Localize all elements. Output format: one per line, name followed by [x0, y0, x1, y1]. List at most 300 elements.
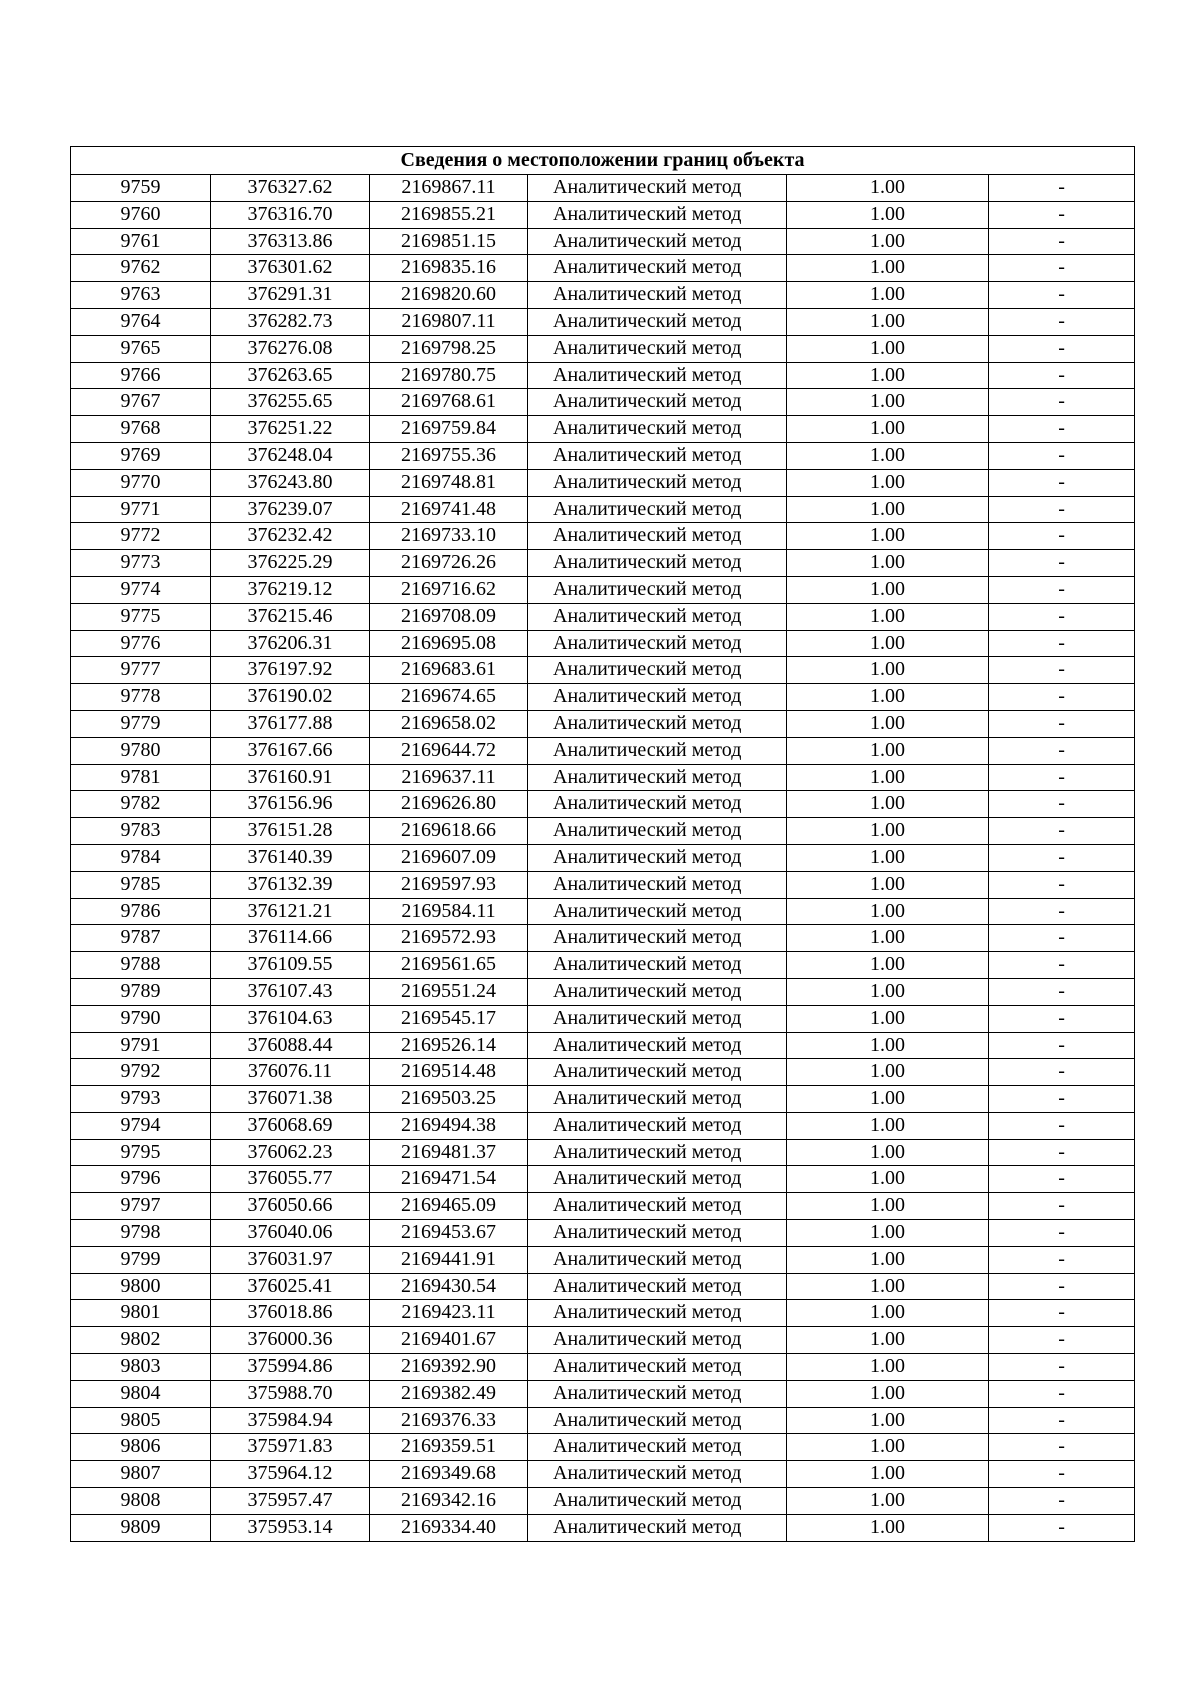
table-row	[71, 630, 1135, 657]
x-coordinate-cell: 376068.69	[211, 1112, 370, 1139]
x-coordinate-cell: 376206.31	[211, 630, 370, 657]
method-cell: Аналитический метод	[528, 1514, 787, 1541]
description-cell: -	[989, 1086, 1135, 1113]
method-cell: Аналитический метод	[528, 844, 787, 871]
point-number-cell: 9789	[71, 978, 211, 1005]
table-row	[71, 818, 1135, 845]
description-cell: -	[989, 201, 1135, 228]
accuracy-cell: 1.00	[787, 925, 989, 952]
y-coordinate-cell: 2169607.09	[370, 844, 528, 871]
point-number-cell: 9773	[71, 550, 211, 577]
table-row	[71, 925, 1135, 952]
y-coordinate-cell: 2169471.54	[370, 1166, 528, 1193]
method-cell: Аналитический метод	[528, 469, 787, 496]
point-number-cell: 9776	[71, 630, 211, 657]
x-coordinate-cell: 376104.63	[211, 1005, 370, 1032]
x-coordinate-cell: 376190.02	[211, 684, 370, 711]
y-coordinate-cell: 2169683.61	[370, 657, 528, 684]
table-row	[71, 791, 1135, 818]
x-coordinate-cell: 376107.43	[211, 978, 370, 1005]
x-coordinate-cell: 376109.55	[211, 952, 370, 979]
accuracy-cell: 1.00	[787, 1380, 989, 1407]
point-number-cell: 9800	[71, 1273, 211, 1300]
accuracy-cell: 1.00	[787, 710, 989, 737]
accuracy-cell: 1.00	[787, 496, 989, 523]
method-cell: Аналитический метод	[528, 1112, 787, 1139]
y-coordinate-cell: 2169342.16	[370, 1488, 528, 1515]
method-cell: Аналитический метод	[528, 1086, 787, 1113]
method-cell: Аналитический метод	[528, 898, 787, 925]
point-number-cell: 9801	[71, 1300, 211, 1327]
method-cell: Аналитический метод	[528, 442, 787, 469]
accuracy-cell: 1.00	[787, 1193, 989, 1220]
point-number-cell: 9769	[71, 442, 211, 469]
accuracy-cell: 1.00	[787, 764, 989, 791]
accuracy-cell: 1.00	[787, 228, 989, 255]
method-cell: Аналитический метод	[528, 523, 787, 550]
method-cell: Аналитический метод	[528, 416, 787, 443]
description-cell: -	[989, 576, 1135, 603]
x-coordinate-cell: 376316.70	[211, 201, 370, 228]
x-coordinate-cell: 376040.06	[211, 1220, 370, 1247]
x-coordinate-cell: 375964.12	[211, 1461, 370, 1488]
point-number-cell: 9788	[71, 952, 211, 979]
x-coordinate-cell: 376215.46	[211, 603, 370, 630]
x-coordinate-cell: 376219.12	[211, 576, 370, 603]
description-cell: -	[989, 228, 1135, 255]
description-cell: -	[989, 442, 1135, 469]
y-coordinate-cell: 2169851.15	[370, 228, 528, 255]
y-coordinate-cell: 2169561.65	[370, 952, 528, 979]
point-number-cell: 9770	[71, 469, 211, 496]
accuracy-cell: 1.00	[787, 255, 989, 282]
y-coordinate-cell: 2169392.90	[370, 1354, 528, 1381]
method-cell: Аналитический метод	[528, 1005, 787, 1032]
accuracy-cell: 1.00	[787, 684, 989, 711]
method-cell: Аналитический метод	[528, 1380, 787, 1407]
table-row	[71, 255, 1135, 282]
table-row	[71, 335, 1135, 362]
description-cell: -	[989, 1407, 1135, 1434]
x-coordinate-cell: 376018.86	[211, 1300, 370, 1327]
y-coordinate-cell: 2169382.49	[370, 1380, 528, 1407]
x-coordinate-cell: 376025.41	[211, 1273, 370, 1300]
method-cell: Аналитический метод	[528, 201, 787, 228]
point-number-cell: 9759	[71, 175, 211, 202]
x-coordinate-cell: 376177.88	[211, 710, 370, 737]
method-cell: Аналитический метод	[528, 1220, 787, 1247]
table-row	[71, 978, 1135, 1005]
y-coordinate-cell: 2169349.68	[370, 1461, 528, 1488]
y-coordinate-cell: 2169820.60	[370, 282, 528, 309]
y-coordinate-cell: 2169359.51	[370, 1434, 528, 1461]
table-row	[71, 1380, 1135, 1407]
description-cell: -	[989, 1193, 1135, 1220]
description-cell: -	[989, 389, 1135, 416]
table-row	[71, 550, 1135, 577]
accuracy-cell: 1.00	[787, 1273, 989, 1300]
point-number-cell: 9763	[71, 282, 211, 309]
y-coordinate-cell: 2169526.14	[370, 1032, 528, 1059]
x-coordinate-cell: 376160.91	[211, 764, 370, 791]
y-coordinate-cell: 2169626.80	[370, 791, 528, 818]
table-row	[71, 469, 1135, 496]
x-coordinate-cell: 376114.66	[211, 925, 370, 952]
y-coordinate-cell: 2169465.09	[370, 1193, 528, 1220]
method-cell: Аналитический метод	[528, 496, 787, 523]
x-coordinate-cell: 376263.65	[211, 362, 370, 389]
method-cell: Аналитический метод	[528, 1488, 787, 1515]
table-row	[71, 228, 1135, 255]
y-coordinate-cell: 2169334.40	[370, 1514, 528, 1541]
description-cell: -	[989, 630, 1135, 657]
description-cell: -	[989, 362, 1135, 389]
accuracy-cell: 1.00	[787, 1059, 989, 1086]
description-cell: -	[989, 1273, 1135, 1300]
description-cell: -	[989, 898, 1135, 925]
description-cell: -	[989, 764, 1135, 791]
accuracy-cell: 1.00	[787, 1220, 989, 1247]
table-row	[71, 871, 1135, 898]
method-cell: Аналитический метод	[528, 791, 787, 818]
description-cell: -	[989, 818, 1135, 845]
description-cell: -	[989, 1112, 1135, 1139]
point-number-cell: 9787	[71, 925, 211, 952]
y-coordinate-cell: 2169637.11	[370, 764, 528, 791]
y-coordinate-cell: 2169494.38	[370, 1112, 528, 1139]
x-coordinate-cell: 375994.86	[211, 1354, 370, 1381]
x-coordinate-cell: 376248.04	[211, 442, 370, 469]
table-row	[71, 442, 1135, 469]
y-coordinate-cell: 2169716.62	[370, 576, 528, 603]
table-row	[71, 1005, 1135, 1032]
point-number-cell: 9786	[71, 898, 211, 925]
x-coordinate-cell: 375984.94	[211, 1407, 370, 1434]
point-number-cell: 9777	[71, 657, 211, 684]
y-coordinate-cell: 2169658.02	[370, 710, 528, 737]
method-cell: Аналитический метод	[528, 1193, 787, 1220]
x-coordinate-cell: 376151.28	[211, 818, 370, 845]
table-row	[71, 898, 1135, 925]
y-coordinate-cell: 2169759.84	[370, 416, 528, 443]
y-coordinate-cell: 2169401.67	[370, 1327, 528, 1354]
description-cell: -	[989, 255, 1135, 282]
method-cell: Аналитический метод	[528, 1461, 787, 1488]
table-title-row	[71, 147, 1135, 175]
x-coordinate-cell: 376000.36	[211, 1327, 370, 1354]
description-cell: -	[989, 952, 1135, 979]
table-row	[71, 1193, 1135, 1220]
y-coordinate-cell: 2169376.33	[370, 1407, 528, 1434]
method-cell: Аналитический метод	[528, 308, 787, 335]
x-coordinate-cell: 375953.14	[211, 1514, 370, 1541]
table-row	[71, 684, 1135, 711]
x-coordinate-cell: 376251.22	[211, 416, 370, 443]
description-cell: -	[989, 523, 1135, 550]
method-cell: Аналитический метод	[528, 764, 787, 791]
x-coordinate-cell: 376050.66	[211, 1193, 370, 1220]
y-coordinate-cell: 2169481.37	[370, 1139, 528, 1166]
accuracy-cell: 1.00	[787, 576, 989, 603]
description-cell: -	[989, 282, 1135, 309]
accuracy-cell: 1.00	[787, 1112, 989, 1139]
x-coordinate-cell: 376232.42	[211, 523, 370, 550]
method-cell: Аналитический метод	[528, 818, 787, 845]
x-coordinate-cell: 376313.86	[211, 228, 370, 255]
accuracy-cell: 1.00	[787, 952, 989, 979]
point-number-cell: 9767	[71, 389, 211, 416]
table-row	[71, 1166, 1135, 1193]
description-cell: -	[989, 1434, 1135, 1461]
y-coordinate-cell: 2169755.36	[370, 442, 528, 469]
table-row	[71, 952, 1135, 979]
description-cell: -	[989, 1461, 1135, 1488]
point-number-cell: 9795	[71, 1139, 211, 1166]
description-cell: -	[989, 791, 1135, 818]
x-coordinate-cell: 376140.39	[211, 844, 370, 871]
table-row	[71, 603, 1135, 630]
table-row	[71, 1220, 1135, 1247]
table-row	[71, 657, 1135, 684]
accuracy-cell: 1.00	[787, 308, 989, 335]
description-cell: -	[989, 737, 1135, 764]
description-cell: -	[989, 1139, 1135, 1166]
point-number-cell: 9790	[71, 1005, 211, 1032]
y-coordinate-cell: 2169807.11	[370, 308, 528, 335]
y-coordinate-cell: 2169644.72	[370, 737, 528, 764]
method-cell: Аналитический метод	[528, 1032, 787, 1059]
method-cell: Аналитический метод	[528, 335, 787, 362]
description-cell: -	[989, 1300, 1135, 1327]
x-coordinate-cell: 376276.08	[211, 335, 370, 362]
accuracy-cell: 1.00	[787, 737, 989, 764]
point-number-cell: 9796	[71, 1166, 211, 1193]
accuracy-cell: 1.00	[787, 1461, 989, 1488]
accuracy-cell: 1.00	[787, 201, 989, 228]
point-number-cell: 9807	[71, 1461, 211, 1488]
point-number-cell: 9784	[71, 844, 211, 871]
accuracy-cell: 1.00	[787, 1514, 989, 1541]
point-number-cell: 9792	[71, 1059, 211, 1086]
x-coordinate-cell: 376055.77	[211, 1166, 370, 1193]
x-coordinate-cell: 376121.21	[211, 898, 370, 925]
y-coordinate-cell: 2169618.66	[370, 818, 528, 845]
y-coordinate-cell: 2169798.25	[370, 335, 528, 362]
x-coordinate-cell: 376076.11	[211, 1059, 370, 1086]
description-cell: -	[989, 1166, 1135, 1193]
method-cell: Аналитический метод	[528, 389, 787, 416]
description-cell: -	[989, 335, 1135, 362]
description-cell: -	[989, 496, 1135, 523]
description-cell: -	[989, 925, 1135, 952]
accuracy-cell: 1.00	[787, 1139, 989, 1166]
method-cell: Аналитический метод	[528, 1246, 787, 1273]
x-coordinate-cell: 376071.38	[211, 1086, 370, 1113]
table-row	[71, 1246, 1135, 1273]
y-coordinate-cell: 2169453.67	[370, 1220, 528, 1247]
x-coordinate-cell: 376225.29	[211, 550, 370, 577]
point-number-cell: 9803	[71, 1354, 211, 1381]
x-coordinate-cell: 375957.47	[211, 1488, 370, 1515]
table-row	[71, 844, 1135, 871]
description-cell: -	[989, 550, 1135, 577]
y-coordinate-cell: 2169768.61	[370, 389, 528, 416]
y-coordinate-cell: 2169503.25	[370, 1086, 528, 1113]
description-cell: -	[989, 469, 1135, 496]
method-cell: Аналитический метод	[528, 1166, 787, 1193]
method-cell: Аналитический метод	[528, 1327, 787, 1354]
accuracy-cell: 1.00	[787, 1354, 989, 1381]
table-row	[71, 282, 1135, 309]
point-number-cell: 9791	[71, 1032, 211, 1059]
point-number-cell: 9780	[71, 737, 211, 764]
accuracy-cell: 1.00	[787, 1488, 989, 1515]
y-coordinate-cell: 2169780.75	[370, 362, 528, 389]
accuracy-cell: 1.00	[787, 1086, 989, 1113]
table-row	[71, 201, 1135, 228]
table-row	[71, 1059, 1135, 1086]
table-row	[71, 1354, 1135, 1381]
point-number-cell: 9781	[71, 764, 211, 791]
accuracy-cell: 1.00	[787, 550, 989, 577]
y-coordinate-cell: 2169726.26	[370, 550, 528, 577]
method-cell: Аналитический метод	[528, 1354, 787, 1381]
x-coordinate-cell: 376291.31	[211, 282, 370, 309]
method-cell: Аналитический метод	[528, 657, 787, 684]
description-cell: -	[989, 1327, 1135, 1354]
accuracy-cell: 1.00	[787, 282, 989, 309]
x-coordinate-cell: 375988.70	[211, 1380, 370, 1407]
accuracy-cell: 1.00	[787, 818, 989, 845]
y-coordinate-cell: 2169430.54	[370, 1273, 528, 1300]
table-row	[71, 523, 1135, 550]
description-cell: -	[989, 684, 1135, 711]
description-cell: -	[989, 416, 1135, 443]
y-coordinate-cell: 2169741.48	[370, 496, 528, 523]
table-row	[71, 576, 1135, 603]
point-number-cell: 9782	[71, 791, 211, 818]
table-row	[71, 1300, 1135, 1327]
y-coordinate-cell: 2169597.93	[370, 871, 528, 898]
description-cell: -	[989, 308, 1135, 335]
point-number-cell: 9808	[71, 1488, 211, 1515]
description-cell: -	[989, 1059, 1135, 1086]
description-cell: -	[989, 1005, 1135, 1032]
x-coordinate-cell: 376062.23	[211, 1139, 370, 1166]
x-coordinate-cell: 376132.39	[211, 871, 370, 898]
accuracy-cell: 1.00	[787, 1327, 989, 1354]
method-cell: Аналитический метод	[528, 871, 787, 898]
y-coordinate-cell: 2169514.48	[370, 1059, 528, 1086]
accuracy-cell: 1.00	[787, 844, 989, 871]
point-number-cell: 9794	[71, 1112, 211, 1139]
table-row	[71, 1461, 1135, 1488]
table-row	[71, 1514, 1135, 1541]
table-row	[71, 308, 1135, 335]
point-number-cell: 9798	[71, 1220, 211, 1247]
method-cell: Аналитический метод	[528, 603, 787, 630]
y-coordinate-cell: 2169423.11	[370, 1300, 528, 1327]
method-cell: Аналитический метод	[528, 978, 787, 1005]
method-cell: Аналитический метод	[528, 1273, 787, 1300]
table-row	[71, 416, 1135, 443]
x-coordinate-cell: 376088.44	[211, 1032, 370, 1059]
accuracy-cell: 1.00	[787, 603, 989, 630]
table-row	[71, 1086, 1135, 1113]
description-cell: -	[989, 978, 1135, 1005]
point-number-cell: 9805	[71, 1407, 211, 1434]
y-coordinate-cell: 2169733.10	[370, 523, 528, 550]
method-cell: Аналитический метод	[528, 737, 787, 764]
table-row	[71, 1032, 1135, 1059]
x-coordinate-cell: 376327.62	[211, 175, 370, 202]
description-cell: -	[989, 1380, 1135, 1407]
description-cell: -	[989, 175, 1135, 202]
x-coordinate-cell: 376255.65	[211, 389, 370, 416]
y-coordinate-cell: 2169545.17	[370, 1005, 528, 1032]
accuracy-cell: 1.00	[787, 978, 989, 1005]
table-row	[71, 1488, 1135, 1515]
description-cell: -	[989, 1220, 1135, 1247]
method-cell: Аналитический метод	[528, 175, 787, 202]
table-row	[71, 1112, 1135, 1139]
method-cell: Аналитический метод	[528, 362, 787, 389]
x-coordinate-cell: 376282.73	[211, 308, 370, 335]
description-cell: -	[989, 871, 1135, 898]
boundary-coordinates-table	[70, 146, 1135, 1542]
point-number-cell: 9761	[71, 228, 211, 255]
accuracy-cell: 1.00	[787, 389, 989, 416]
point-number-cell: 9774	[71, 576, 211, 603]
method-cell: Аналитический метод	[528, 1434, 787, 1461]
method-cell: Аналитический метод	[528, 1300, 787, 1327]
table-row	[71, 1327, 1135, 1354]
accuracy-cell: 1.00	[787, 442, 989, 469]
method-cell: Аналитический метод	[528, 1059, 787, 1086]
point-number-cell: 9772	[71, 523, 211, 550]
table-row	[71, 496, 1135, 523]
accuracy-cell: 1.00	[787, 335, 989, 362]
method-cell: Аналитический метод	[528, 925, 787, 952]
description-cell: -	[989, 710, 1135, 737]
accuracy-cell: 1.00	[787, 630, 989, 657]
table-row	[71, 175, 1135, 202]
table-row	[71, 1139, 1135, 1166]
point-number-cell: 9804	[71, 1380, 211, 1407]
accuracy-cell: 1.00	[787, 1166, 989, 1193]
point-number-cell: 9802	[71, 1327, 211, 1354]
method-cell: Аналитический метод	[528, 282, 787, 309]
point-number-cell: 9765	[71, 335, 211, 362]
point-number-cell: 9779	[71, 710, 211, 737]
x-coordinate-cell: 376239.07	[211, 496, 370, 523]
boundary-table-container	[70, 146, 1134, 1542]
accuracy-cell: 1.00	[787, 898, 989, 925]
method-cell: Аналитический метод	[528, 1139, 787, 1166]
accuracy-cell: 1.00	[787, 469, 989, 496]
y-coordinate-cell: 2169674.65	[370, 684, 528, 711]
point-number-cell: 9793	[71, 1086, 211, 1113]
x-coordinate-cell: 376167.66	[211, 737, 370, 764]
point-number-cell: 9799	[71, 1246, 211, 1273]
accuracy-cell: 1.00	[787, 1005, 989, 1032]
y-coordinate-cell: 2169695.08	[370, 630, 528, 657]
description-cell: -	[989, 1488, 1135, 1515]
point-number-cell: 9760	[71, 201, 211, 228]
point-number-cell: 9797	[71, 1193, 211, 1220]
y-coordinate-cell: 2169708.09	[370, 603, 528, 630]
method-cell: Аналитический метод	[528, 228, 787, 255]
